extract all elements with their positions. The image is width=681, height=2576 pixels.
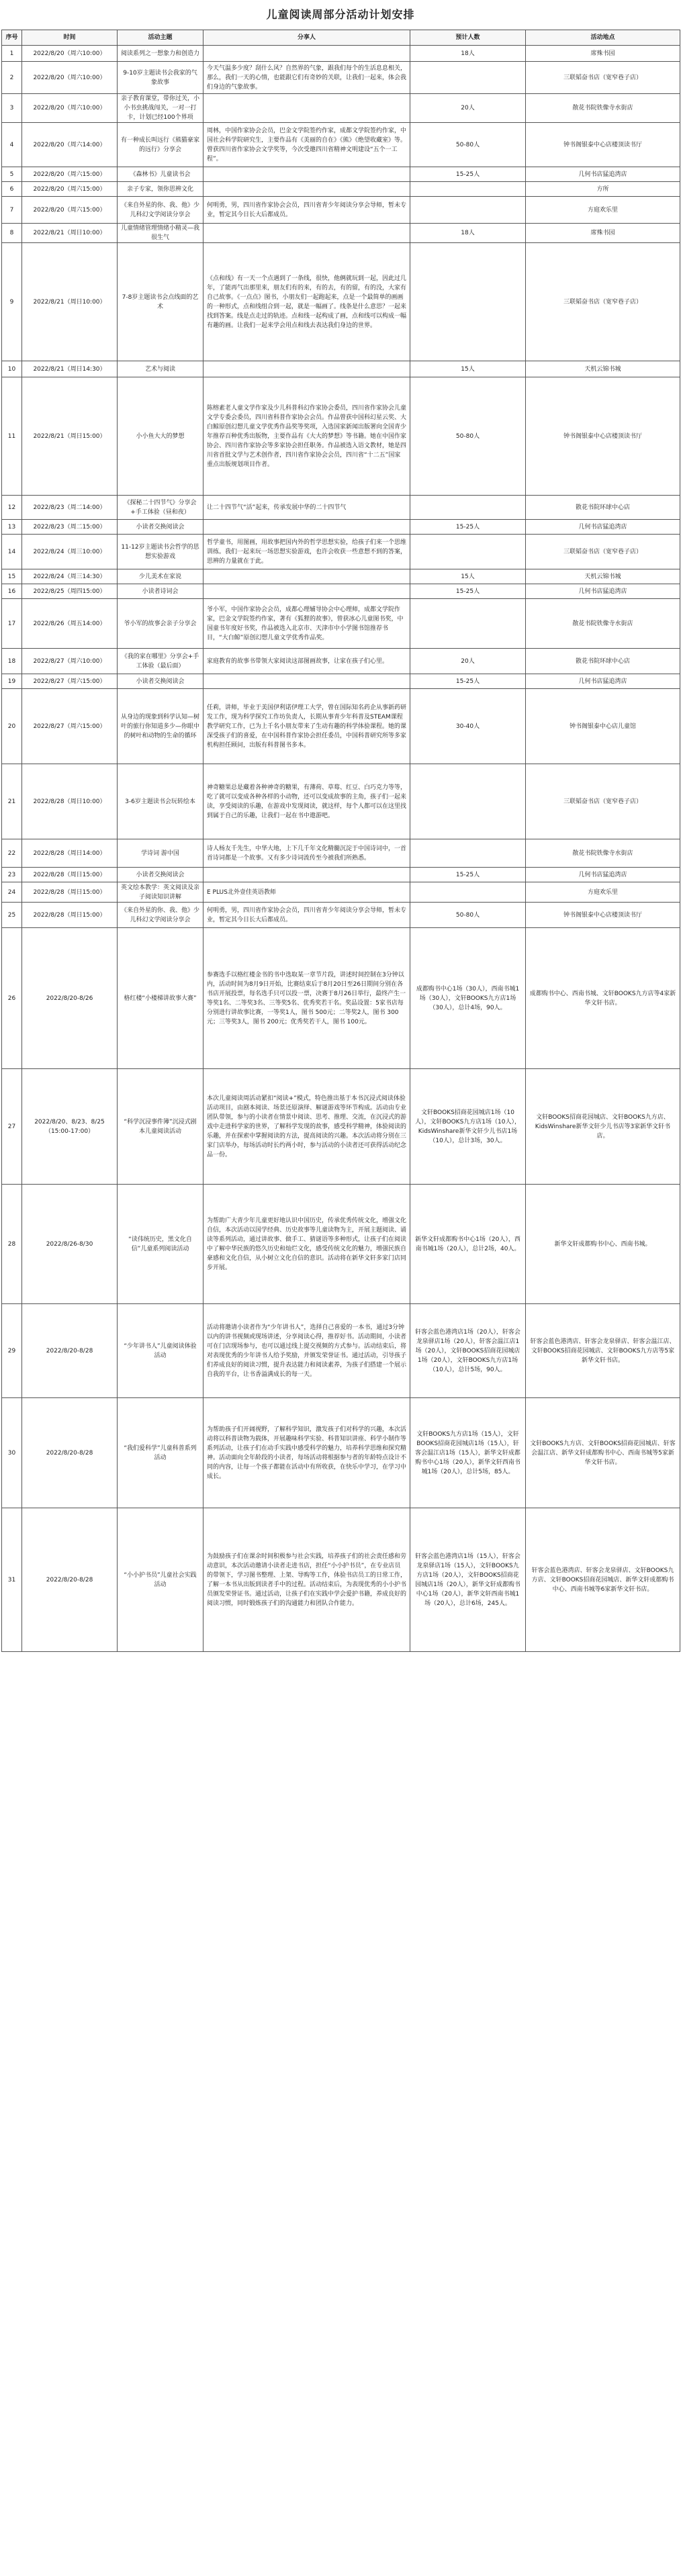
cell-place: 散花书院铁像寺水街店 bbox=[526, 839, 680, 868]
cell-count bbox=[410, 839, 526, 868]
header-place: 活动地点 bbox=[526, 30, 680, 46]
cell-time: 2022/8/20（周六14:00） bbox=[22, 123, 118, 167]
cell-no: 5 bbox=[2, 167, 22, 182]
cell-time: 2022/8/20-8/28 bbox=[22, 1508, 118, 1652]
cell-place: 散花书院铁像寺水街店 bbox=[526, 94, 680, 123]
cell-no: 10 bbox=[2, 361, 22, 377]
cell-no: 3 bbox=[2, 94, 22, 123]
cell-sharer bbox=[203, 94, 410, 123]
cell-place: 钟书阁银泰中心店楼顶读书厅 bbox=[526, 123, 680, 167]
cell-time: 2022/8/28（周日10:00） bbox=[22, 764, 118, 839]
cell-count: 20人 bbox=[410, 94, 526, 123]
cell-time: 2022/8/20（周六10:00） bbox=[22, 46, 118, 62]
table-row bbox=[2, 535, 680, 569]
table-row bbox=[2, 243, 680, 361]
cell-sharer bbox=[203, 167, 410, 182]
cell-time: 2022/8/20-8/28 bbox=[22, 1398, 118, 1508]
cell-no: 16 bbox=[2, 584, 22, 599]
cell-place: 散花书院铁像寺水街店 bbox=[526, 599, 680, 649]
cell-theme: 儿童情绪管理情绪小精灵—我很生气 bbox=[118, 224, 203, 243]
cell-sharer: 让二十四节气“活”起来，传承发展中华的二十四节气 bbox=[203, 496, 410, 520]
table-row bbox=[2, 377, 680, 496]
table-row bbox=[2, 569, 680, 584]
cell-place: 散花书院环球中心店 bbox=[526, 496, 680, 520]
cell-place: 钟书阁银泰中心店儿童馆 bbox=[526, 689, 680, 764]
cell-count bbox=[410, 599, 526, 649]
table-row bbox=[2, 764, 680, 839]
cell-count bbox=[410, 764, 526, 839]
cell-no: 13 bbox=[2, 520, 22, 535]
table-row bbox=[2, 1304, 680, 1398]
cell-theme: 《探秘二十四节气》分享会+手工体验（昼和夜） bbox=[118, 496, 203, 520]
cell-time: 2022/8/27（周六15:00） bbox=[22, 689, 118, 764]
cell-theme: 9-10岁主题读书会我家的气象故事 bbox=[118, 62, 203, 94]
cell-count: 成都购书中心1场（30人），西南书城1场（30人），文轩BOOKS九方店1场（30人），总计4场，90人。 bbox=[410, 928, 526, 1069]
cell-count: 15-25人 bbox=[410, 868, 526, 882]
cell-place: 轩客会蓝色港湾店、轩客会龙泉驿店、轩客会温江店、文轩BOOKS招商花园城店、文轩BOOKS九方店等5家新华文轩书店。 bbox=[526, 1304, 680, 1398]
cell-sharer: 哲学童书，用图画，用故事把国内外的哲学思想实验，给孩子们来一个思维训练。我们一起来玩一场思想实验游戏，也许会收获一些意想不到的答案，思辨的力量就在于此。 bbox=[203, 535, 410, 569]
table-row bbox=[2, 361, 680, 377]
cell-time: 2022/8/24（周三10:00） bbox=[22, 535, 118, 569]
cell-count bbox=[410, 197, 526, 224]
cell-sharer: 爷小军，中国作家协会会员，成都心理辅导协会中心理师，成都文学院作家，巴金文学院签约作家，著有《狐狸的故事》，曾获冰心儿童图书奖，中国童书年度好书奖，作品被选入北京市、天津市中小学图书馆推荐书目，“大白鲸”原创幻想儿童文学优秀作品奖。 bbox=[203, 599, 410, 649]
cell-no: 7 bbox=[2, 197, 22, 224]
cell-theme: “读伟统历史，黑文化自信”儿童系列阅读活动 bbox=[118, 1185, 203, 1304]
cell-place: 钟书阁银泰中心店楼顶读书厅 bbox=[526, 903, 680, 928]
cell-no: 18 bbox=[2, 649, 22, 674]
cell-time: 2022/8/23（周二15:00） bbox=[22, 520, 118, 535]
cell-sharer bbox=[203, 520, 410, 535]
cell-no: 26 bbox=[2, 928, 22, 1069]
cell-time: 2022/8/20（周六15:00） bbox=[22, 167, 118, 182]
cell-time: 2022/8/20、8/23、8/25（15:00-17:00） bbox=[22, 1069, 118, 1185]
table-row bbox=[2, 520, 680, 535]
cell-place: 新华文轩成都购书中心、西南书城。 bbox=[526, 1185, 680, 1304]
cell-count: 30-40人 bbox=[410, 689, 526, 764]
table-row bbox=[2, 496, 680, 520]
cell-place: 几何书店猛追湾店 bbox=[526, 584, 680, 599]
table-row bbox=[2, 94, 680, 123]
table-row bbox=[2, 224, 680, 243]
cell-place: 天机云锦书城 bbox=[526, 361, 680, 377]
table-row bbox=[2, 123, 680, 167]
cell-sharer: 参赛选手以格红楼金书的书中选取某一章节片段，讲述时间控制在3分钟以内，活动时间为8月9日开始，比赛结束后于8月20日至26日期间分别在各书店开展投票，每名选手只可以投一票，决赛于8月26日举行，最终产生一等奖1名、二等奖3名、三等奖5名、优秀奖若干名。奖品设置：5家书店每分别进行讲故事比赛，一等奖1人，图书 500元；二等奖2人，图书 300元；三等奖3人，图书 200元；优秀奖若干人，图书 100元。 bbox=[203, 928, 410, 1069]
cell-sharer: 《点和线》有一天一个点遇到了一条线，很快，他俩就玩到一起，因此过几年，了能再气出那里来，朋友们有的来，有的去，有的留，有的没，大家有自己故事。《一点点》图书，小朋友们一起跑起来，点是一个最简单的画画的一种形式，点和线组合到一起，就是一幅画了。线条是什么意思？一起来找到答案。线是点走过的轨迹。点和线一起构成了画，点和线可以构成一幅有趣的画。让我们一起来学会用点和线去表达我们身边的世界。 bbox=[203, 243, 410, 361]
cell-no: 9 bbox=[2, 243, 22, 361]
table-row bbox=[2, 1069, 680, 1185]
cell-no: 29 bbox=[2, 1304, 22, 1398]
cell-sharer bbox=[203, 569, 410, 584]
table-body bbox=[2, 46, 680, 1652]
cell-time: 2022/8/20-8/28 bbox=[22, 1304, 118, 1398]
table-row bbox=[2, 903, 680, 928]
cell-count: 15-25人 bbox=[410, 674, 526, 689]
cell-no: 1 bbox=[2, 46, 22, 62]
cell-theme: “我们爱科学”儿童科普系列活动 bbox=[118, 1398, 203, 1508]
cell-theme: 《森林书》儿童读书会 bbox=[118, 167, 203, 182]
header-time: 时间 bbox=[22, 30, 118, 46]
cell-no: 14 bbox=[2, 535, 22, 569]
cell-sharer bbox=[203, 868, 410, 882]
cell-count: 50-80人 bbox=[410, 377, 526, 496]
table-row bbox=[2, 182, 680, 197]
table-row bbox=[2, 584, 680, 599]
cell-count bbox=[410, 62, 526, 94]
cell-count bbox=[410, 496, 526, 520]
cell-theme: “小小护书员”儿童社会实践活动 bbox=[118, 1508, 203, 1652]
cell-theme: 11-12岁主题读书会哲学的思想实验游戏 bbox=[118, 535, 203, 569]
cell-no: 4 bbox=[2, 123, 22, 167]
cell-count bbox=[410, 182, 526, 197]
cell-no: 25 bbox=[2, 903, 22, 928]
cell-count bbox=[410, 243, 526, 361]
header-no: 序号 bbox=[2, 30, 22, 46]
page-title: 儿童阅读周部分活动计划安排 bbox=[266, 8, 415, 21]
cell-sharer: 家庭教育的故事书带领大家阅读这部图画故事，让家在孩子们心里。 bbox=[203, 649, 410, 674]
cell-count: 20人 bbox=[410, 649, 526, 674]
cell-time: 2022/8/24（周三14:30） bbox=[22, 569, 118, 584]
cell-no: 28 bbox=[2, 1185, 22, 1304]
cell-theme: “少年讲书人”儿童阅读体验活动 bbox=[118, 1304, 203, 1398]
cell-theme: 小读者交换阅读会 bbox=[118, 674, 203, 689]
cell-no: 11 bbox=[2, 377, 22, 496]
table-row bbox=[2, 197, 680, 224]
cell-count: 15-25人 bbox=[410, 520, 526, 535]
cell-sharer: 今天气温多少度？刮什么风？自然界的气象，跟我们每个的生活息息相关，那么，我们一天的心情，也能跟它们有奇妙的关联，让我们一起来，体会我们身边的气象故事。 bbox=[203, 62, 410, 94]
cell-place: 三联韬奋书店（宽窄巷子店） bbox=[526, 535, 680, 569]
cell-place: 三联韬奋书店（宽窄巷子店） bbox=[526, 764, 680, 839]
cell-sharer: 为帮助广大青少年儿童更好地认识中国历史，传承优秀传统文化，增强文化自信，本次活动以国学经典、历史故事等儿童读物为主，开展主题阅读、诵读等系列活动，通过讲故事、做手工、猜谜语等多种形式，让孩子们在阅读中了解中华民族的悠久历史和灿烂文化，感受传统文化的魅力，增强民族自豪感和文化自信，从小树立文化自信的意识。活动将在新华文轩多家门店同步开展。 bbox=[203, 1185, 410, 1304]
cell-no: 19 bbox=[2, 674, 22, 689]
cell-no: 21 bbox=[2, 764, 22, 839]
activity-schedule-table bbox=[1, 30, 680, 1652]
cell-count: 15人 bbox=[410, 361, 526, 377]
cell-sharer bbox=[203, 361, 410, 377]
cell-time: 2022/8/21（周日10:00） bbox=[22, 224, 118, 243]
cell-no: 27 bbox=[2, 1069, 22, 1185]
table-row bbox=[2, 62, 680, 94]
cell-theme: 有一种成长叫远行《熊猫豪家的远行》分享会 bbox=[118, 123, 203, 167]
table-row bbox=[2, 599, 680, 649]
cell-place: 三联韬奋书店（宽窄巷子店） bbox=[526, 62, 680, 94]
cell-no: 17 bbox=[2, 599, 22, 649]
cell-count bbox=[410, 535, 526, 569]
table-header-row bbox=[2, 30, 680, 46]
table-row bbox=[2, 674, 680, 689]
cell-time: 2022/8/21（周日10:00） bbox=[22, 243, 118, 361]
cell-sharer: 何明勇，男，四川省作家协会会员，四川省青少年阅读分享会导师，暂未专业，暂定其今日长大后都成员。 bbox=[203, 903, 410, 928]
cell-time: 2022/8/28（周日14:00） bbox=[22, 839, 118, 868]
cell-count: 50-80人 bbox=[410, 123, 526, 167]
cell-count: 15人 bbox=[410, 569, 526, 584]
cell-time: 2022/8/20（周六15:00） bbox=[22, 182, 118, 197]
cell-count: 18人 bbox=[410, 46, 526, 62]
cell-time: 2022/8/21（周日15:00） bbox=[22, 377, 118, 496]
cell-theme: 小读者交换阅读会 bbox=[118, 520, 203, 535]
cell-time: 2022/8/25（周四15:00） bbox=[22, 584, 118, 599]
cell-sharer: 诗人杨友千先生，中华大地，上下几千年文化精髓沉淀于中国诗词中，一首首诗词都是一个故事。又有多少诗词流传至今被我们所熟悉。 bbox=[203, 839, 410, 868]
cell-theme: 《来自外星的你、我、他》少儿科幻文学阅读分享会 bbox=[118, 197, 203, 224]
cell-no: 15 bbox=[2, 569, 22, 584]
table-row bbox=[2, 689, 680, 764]
cell-time: 2022/8/26-8/30 bbox=[22, 1185, 118, 1304]
table-row bbox=[2, 649, 680, 674]
cell-count: 新华文轩成都购书中心1场（20人），西南书城1场（20人），总计2场，40人。 bbox=[410, 1185, 526, 1304]
cell-time: 2022/8/20（周六10:00） bbox=[22, 62, 118, 94]
cell-count: 轩客会蓝色港湾店1场（20人），轩客会龙泉驿店1场（20人），轩客会温江店1场（20人），文轩BOOKS招商花园城店1场（20人），文轩BOOKS九方店1场（10人），总计5场，90人。 bbox=[410, 1304, 526, 1398]
cell-sharer: 神奇糖果总是藏着各种神奇的糖果，有薄荷、草莓、红豆、白巧克力等等，吃了就可以变成各种各样的小动物，还可以变成故事的主角，孩子们一起来读，享受阅读的乐趣，在游戏中发现阅读，就这样，每个人都可以在这里找到属于自己的乐趣，让我们一起在书中遨游吧。 bbox=[203, 764, 410, 839]
cell-no: 24 bbox=[2, 882, 22, 903]
cell-sharer: E PLUS北外壹佳英语教师 bbox=[203, 882, 410, 903]
cell-time: 2022/8/28（周日15:00） bbox=[22, 868, 118, 882]
cell-time: 2022/8/28（周日15:00） bbox=[22, 903, 118, 928]
cell-theme: 小读者诗词会 bbox=[118, 584, 203, 599]
cell-sharer: 任莉，讲师，毕业于美国伊利诺伊理工大学，曾在国际知名药企从事新药研发工作，现为科学探究工作坊负责人，长期从事青少年科普及STEAM课程教学研究工作，已为上千名小朋友带来了生动有趣的科学体验课程。她的课深受孩子们的喜爱，在中国科普作家协会担任委员，中国科普研究所等多家机构担任顾问，出版有科普图书多本。 bbox=[203, 689, 410, 764]
cell-no: 23 bbox=[2, 868, 22, 882]
table-row bbox=[2, 839, 680, 868]
cell-time: 2022/8/20（周六10:00） bbox=[22, 94, 118, 123]
cell-place: 几何书店猛追湾店 bbox=[526, 868, 680, 882]
table-row bbox=[2, 868, 680, 882]
cell-sharer bbox=[203, 224, 410, 243]
table-row bbox=[2, 46, 680, 62]
cell-theme: 阅读系列之一想象力和创造力 bbox=[118, 46, 203, 62]
cell-place: 三联韬奋书店（宽窄巷子店） bbox=[526, 243, 680, 361]
cell-no: 12 bbox=[2, 496, 22, 520]
cell-sharer: 活动将邀请小读者作为“少年讲书人”，选择自己喜爱的一本书，通过3分钟以内的讲书视频或现场讲述，分享阅读心得，推荐好书。活动期间，小读者可在门店现场参与，也可以通过线上提交视频的方式参与。活动结束后，将对表现优秀的少年讲书人给予奖励，并颁发荣誉证书。通过活动，引导孩子们养成良好的阅读习惯，提升表达能力和阅读素养，为孩子们搭建一个展示自我的平台，让书香溢满成长的每一天。 bbox=[203, 1304, 410, 1398]
cell-time: 2022/8/20-8/26 bbox=[22, 928, 118, 1069]
cell-theme: 格红楼“小楼梯讲故事大赛” bbox=[118, 928, 203, 1069]
cell-no: 30 bbox=[2, 1398, 22, 1508]
cell-theme: 艺术与阅读 bbox=[118, 361, 203, 377]
table-row bbox=[2, 1508, 680, 1652]
cell-count: 15-25人 bbox=[410, 584, 526, 599]
cell-count: 轩客会蓝色港湾店1场（15人），轩客会龙泉驿店1场（15人），文轩BOOKS九方店1场（20人），文轩BOOKS招商花园城店1场（20人），新华文轩成都购书中心1场（20人），新华文轩西南书城1场（20人），总计6场，245人。 bbox=[410, 1508, 526, 1652]
cell-sharer: 为鼓励孩子们在课余时间积极参与社会实践，培养孩子们的社会责任感和劳动意识，本次活动邀请小读者走进书店，担任“小小护书员”，在专业店员的带领下，学习图书整理、上架、导购等工作，体验书店员工的日常工作，了解一本书从出版到读者手中的过程。活动结束后，为表现优秀的小小护书员颁发荣誉证书。通过活动，让孩子们在实践中学会爱护书籍，养成良好的阅读习惯，同时锻炼孩子们的沟通能力和团队合作能力。 bbox=[203, 1508, 410, 1652]
cell-sharer bbox=[203, 674, 410, 689]
cell-no: 20 bbox=[2, 689, 22, 764]
cell-theme: 小小鱼大大的梦想 bbox=[118, 377, 203, 496]
cell-no: 8 bbox=[2, 224, 22, 243]
cell-count: 文轩BOOKS九方店1场（15人），文轩BOOKS招商花园城店1场（15人），轩客会温江店1场（15人），新华文轩成都购书中心1场（20人），新华文轩西南书城1场（20人），总计5场，85人。 bbox=[410, 1398, 526, 1508]
cell-sharer: 周林，中国作家协会会员，巴金文学院签约作家，成都文学院签约作家，中国社会科学院研究生，主要作品有《美丽的自在》《熊》《绝望收藏室》等。曾获四川省作家协会文学奖等，今次受邀四川省精神文明建设“五个一工程”。 bbox=[203, 123, 410, 167]
cell-place: 席殊书园 bbox=[526, 224, 680, 243]
table-row bbox=[2, 928, 680, 1069]
cell-time: 2022/8/20（周六15:00） bbox=[22, 197, 118, 224]
cell-place: 几何书店猛追湾店 bbox=[526, 520, 680, 535]
cell-count: 文轩BOOKS招商花园城店1场（10人），文轩BOOKS九方店1场（10人），KidsWinshare新华文轩少儿书店1场（10人），总计3场，30人。 bbox=[410, 1069, 526, 1185]
cell-theme: 7-8岁主题读书会点线面的艺术 bbox=[118, 243, 203, 361]
cell-theme: 3-6岁主题读书会玩转绘本 bbox=[118, 764, 203, 839]
cell-no: 31 bbox=[2, 1508, 22, 1652]
cell-theme: 英文绘本教学：英文阅读及亲子阅读知识讲解 bbox=[118, 882, 203, 903]
cell-theme: 小读者交换阅读会 bbox=[118, 868, 203, 882]
cell-theme: 《我的家在哪里》分享会+手工体验（最后面） bbox=[118, 649, 203, 674]
table-row bbox=[2, 1398, 680, 1508]
cell-time: 2022/8/21（周日14:30） bbox=[22, 361, 118, 377]
cell-time: 2022/8/26（周五14:00） bbox=[22, 599, 118, 649]
cell-theme: 《来自外星的你、我、他》少儿科幻文学阅读分享会 bbox=[118, 903, 203, 928]
header-count: 预计人数 bbox=[410, 30, 526, 46]
header-theme: 活动主题 bbox=[118, 30, 203, 46]
cell-place: 方庭欢乐里 bbox=[526, 882, 680, 903]
cell-sharer: 本次儿童阅读周活动紧扣“阅读+”模式，特色推出基于本书沉浸式阅读体验活动项目，由剧本阅读、场景还原演绎、解谜游戏等环节构成。活动由专业团队带领，参与的小读者在情景中阅读、思考、推理、交流，在沉浸式的游戏中走进科学家的世界，了解科学发现的故事，感受科学精神，体验阅读的乐趣，并在探索中掌握阅读的方法，提高阅读的兴趣。本次活动将分别在三家门店举办，每场活动时长约两小时，参与活动的小读者还可获得活动纪念品一份。 bbox=[203, 1069, 410, 1185]
cell-place: 几何书店猛追湾店 bbox=[526, 674, 680, 689]
cell-sharer bbox=[203, 46, 410, 62]
cell-place: 方庭欢乐里 bbox=[526, 197, 680, 224]
cell-no: 6 bbox=[2, 182, 22, 197]
cell-sharer: 何明勇，男，四川省作家协会会员，四川省青少年阅读分享会导师，暂未专业，暂定其今日长大后都成员。 bbox=[203, 197, 410, 224]
header-sharer: 分享人 bbox=[203, 30, 410, 46]
table-row bbox=[2, 882, 680, 903]
cell-count: 18人 bbox=[410, 224, 526, 243]
cell-theme: 从身边的现象到科学认知—树叶的旅行你知道多少—你眼中的树叶和动物的生命的循环 bbox=[118, 689, 203, 764]
cell-theme: “科学沉浸事件簿”沉浸式剧本儿童阅读活动 bbox=[118, 1069, 203, 1185]
table-row bbox=[2, 1185, 680, 1304]
cell-sharer bbox=[203, 182, 410, 197]
cell-theme: 亲子专家，领你思辨文化 bbox=[118, 182, 203, 197]
cell-theme: 爷小军的故事会亲子分享会 bbox=[118, 599, 203, 649]
cell-place: 文轩BOOKS九方店、文轩BOOKS招商花园城店、轩客会温江店、新华文轩成都购书中心、西南书城等5家新华文轩书店。 bbox=[526, 1398, 680, 1508]
cell-time: 2022/8/27（周六15:00） bbox=[22, 674, 118, 689]
cell-place: 席殊书园 bbox=[526, 46, 680, 62]
cell-place: 散花书院环球中心店 bbox=[526, 649, 680, 674]
cell-place: 方所 bbox=[526, 182, 680, 197]
cell-place: 文轩BOOKS招商花园城店、文轩BOOKS九方店、KidsWinshare新华文轩少儿书店等3家新华文轩书店。 bbox=[526, 1069, 680, 1185]
cell-place: 天机云锦书城 bbox=[526, 569, 680, 584]
cell-place: 成都购书中心、西南书城、文轩BOOKS九方店等4家新华文轩书店。 bbox=[526, 928, 680, 1069]
cell-time: 2022/8/23（周二14:00） bbox=[22, 496, 118, 520]
cell-no: 2 bbox=[2, 62, 22, 94]
cell-place: 几何书店猛追湾店 bbox=[526, 167, 680, 182]
cell-count: 50-80人 bbox=[410, 903, 526, 928]
cell-no: 22 bbox=[2, 839, 22, 868]
cell-place: 钟书阁银泰中心店楼顶读书厅 bbox=[526, 377, 680, 496]
cell-sharer: 为帮助孩子们开阔视野，了解科学知识，激发孩子们对科学的兴趣，本次活动将以科普读物为载体，开展趣味科学实验、科普知识讲座、科学小制作等系列活动，让孩子们在动手实践中感受科学的魅力，培养科学思维和探究精神。活动面向全年龄段的小读者，每场活动将根据参与者的年龄特点设计不同的内容，让每一个孩子都能在活动中有所收获，在快乐中学习，在学习中成长。 bbox=[203, 1398, 410, 1508]
cell-count bbox=[410, 882, 526, 903]
cell-place: 轩客会蓝色港湾店、轩客会龙泉驿店、文轩BOOKS九方店、文轩BOOKS招商花园城店、新华文轩成都购书中心、西南书城等6家新华文轩书店。 bbox=[526, 1508, 680, 1652]
cell-time: 2022/8/27（周六10:00） bbox=[22, 649, 118, 674]
cell-sharer bbox=[203, 584, 410, 599]
cell-theme: 少儿美术在家说 bbox=[118, 569, 203, 584]
cell-theme: 亲子教育课堂，带你过关，小小书虫挑战闯关，一对一打卡，计划已经100个界项 bbox=[118, 94, 203, 123]
cell-sharer: 陈榕素老人童文学作家及少儿科普科幻作家协会委员，四川省作家协会儿童文学专委会委员，四川省科普作家协会会员。作品曾获中国科幻星云奖、大白鲸原创幻想儿童文学优秀作品奖等奖项，入选国家新闻出版署向全国青少年推荐百种优秀出版物，主要作品有《大大的梦想》等书籍。她在中国作家协会、四川省作家协会等多家协会担任职务。作品被选入语文教材，她是四川省首批文学与艺术创作者，四川省作家协会会员，四川省“十二五”国家重点出版规划项目作者。 bbox=[203, 377, 410, 496]
cell-time: 2022/8/28（周日15:00） bbox=[22, 882, 118, 903]
cell-theme: 学诗词 游中国 bbox=[118, 839, 203, 868]
cell-count: 15-25人 bbox=[410, 167, 526, 182]
table-row bbox=[2, 167, 680, 182]
